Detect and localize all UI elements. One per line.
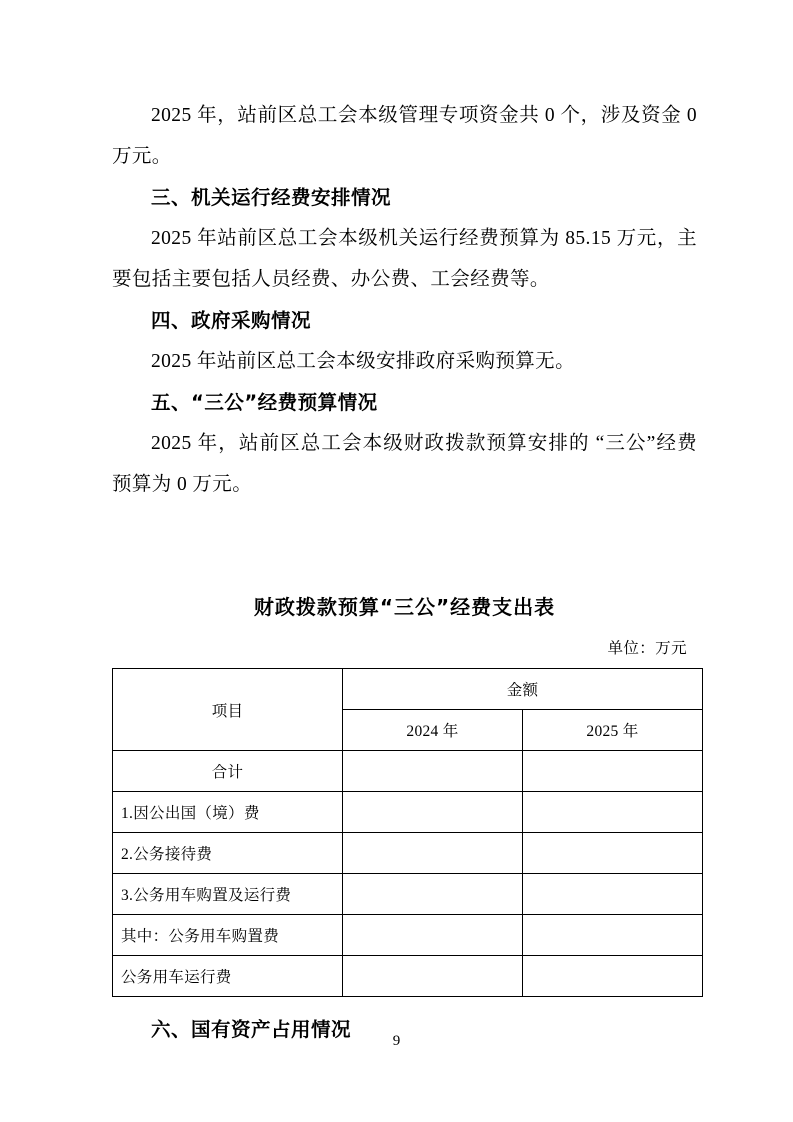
row-value-2025 (523, 792, 703, 833)
three-public-expenses-table (112, 668, 703, 997)
spacer (112, 505, 697, 591)
row-value-2024 (343, 956, 523, 997)
table-header-item: 项目 (113, 669, 343, 751)
row-label-vehicle-purchase-operation: 3.公务用车购置及运行费 (113, 874, 343, 915)
row-value-2024 (343, 833, 523, 874)
heading-section-six: 六、国有资产占用情况 (151, 1018, 352, 1041)
row-value-2024 (343, 874, 523, 915)
table-row (113, 874, 703, 915)
table-row (113, 956, 703, 997)
table-row (113, 833, 703, 874)
row-label-total: 合计 (113, 751, 343, 792)
table-unit-label: 单位：万元 (607, 640, 687, 657)
row-value-2024 (343, 915, 523, 956)
paragraph-special-funds: 2025 年，站前区总工会本级管理专项资金共 0 个，涉及资金 0 万元。 (112, 105, 697, 167)
table-header-year-2024: 2024 年 (343, 710, 523, 751)
paragraph-section-four: 2025 年站前区总工会本级安排政府采购预算无。 (151, 351, 575, 372)
table-row (113, 792, 703, 833)
paragraph-section-five: 2025 年，站前区总工会本级财政拨款预算安排的 “三公”经费预算为 0 万元。 (112, 433, 697, 495)
heading-section-five: 五、“三公”经费预算情况 (151, 391, 378, 414)
table-header-amount: 金额 (343, 669, 703, 710)
row-value-2025 (523, 915, 703, 956)
heading-section-four: 四、政府采购情况 (151, 309, 312, 332)
table-header-year-2025: 2025 年 (523, 710, 703, 751)
table-row (113, 915, 703, 956)
row-value-2024 (343, 792, 523, 833)
table-header-row-1 (113, 669, 703, 710)
row-value-2024 (343, 751, 523, 792)
row-label-vehicle-operation: 公务用车运行费 (113, 956, 343, 997)
table-row (113, 751, 703, 792)
table-title: 财政拨款预算“三公”经费支出表 (253, 595, 556, 619)
page-number: 9 (392, 1033, 401, 1049)
row-value-2025 (523, 833, 703, 874)
row-label-vehicle-purchase: 其中：公务用车购置费 (113, 915, 343, 956)
row-value-2025 (523, 874, 703, 915)
row-value-2025 (523, 956, 703, 997)
heading-section-three: 三、机关运行经费安排情况 (151, 186, 392, 209)
paragraph-section-three: 2025 年站前区总工会本级机关运行经费预算为 85.15 万元，主要包括主要包括人员经费、办公费、工会经费等。 (112, 228, 697, 290)
row-label-overseas-travel: 1.因公出国（境）费 (113, 792, 343, 833)
row-value-2025 (523, 751, 703, 792)
row-label-official-reception: 2.公务接待费 (113, 833, 343, 874)
